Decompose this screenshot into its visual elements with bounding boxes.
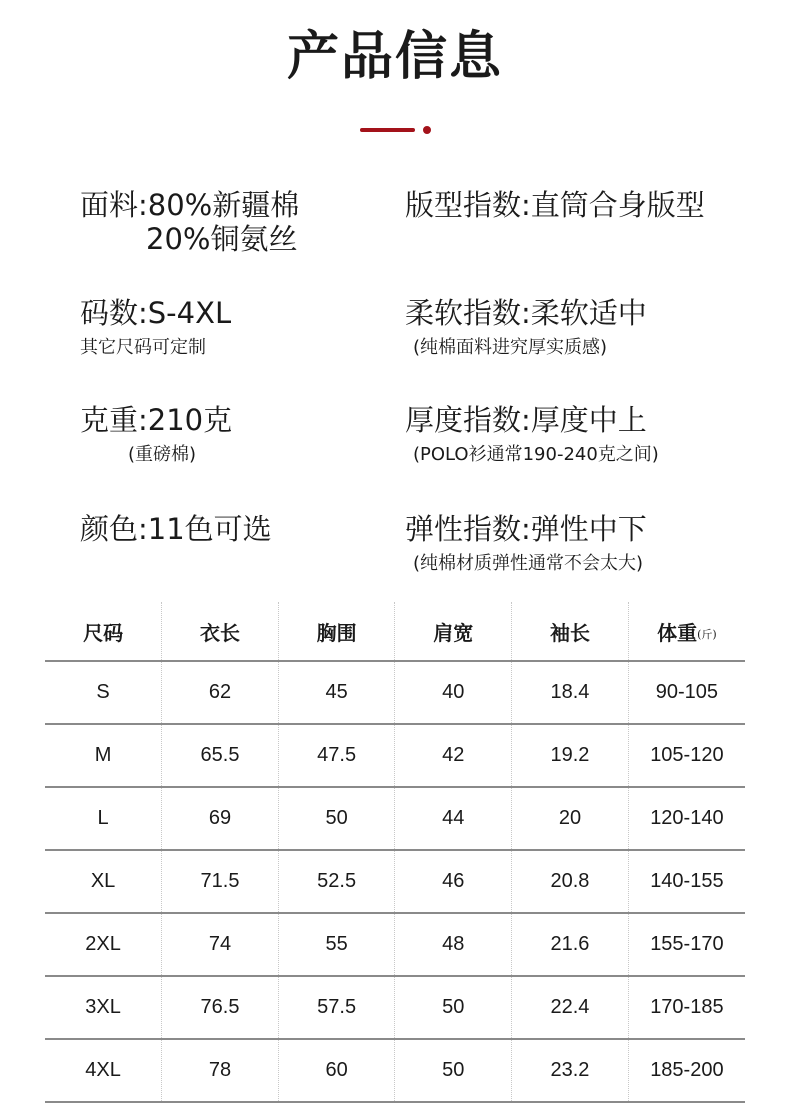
spec-weight [80, 403, 232, 467]
table-header-row [45, 602, 745, 661]
cell-sleeve: 23.2 [512, 1039, 629, 1102]
table-row [45, 661, 745, 724]
cell-weight: 185-200 [628, 1039, 745, 1102]
spec-fit-main: 版型指数:直筒合身版型 [405, 188, 705, 222]
spec-color [80, 512, 272, 546]
cell-length: 62 [162, 661, 279, 724]
spec-fabric-main: 面料:80%新疆棉 [80, 188, 300, 222]
table-row [45, 787, 745, 850]
cell-chest: 50 [278, 787, 395, 850]
spec-size [80, 296, 231, 360]
cell-chest: 57.5 [278, 976, 395, 1039]
cell-size: XL [45, 850, 162, 913]
cell-weight: 170-185 [628, 976, 745, 1039]
spec-thickness-main: 厚度指数:厚度中上 [405, 403, 647, 437]
cell-size: 3XL [45, 976, 162, 1039]
spec-fit [405, 188, 705, 222]
spec-thickness [405, 403, 659, 467]
cell-length: 69 [162, 787, 279, 850]
cell-shoulder: 48 [395, 913, 512, 976]
cell-size: M [45, 724, 162, 787]
spec-softness [405, 296, 647, 360]
cell-length: 76.5 [162, 976, 279, 1039]
spec-size-note: 其它尺码可定制 [80, 337, 206, 358]
table-row [45, 850, 745, 913]
table-row [45, 913, 745, 976]
cell-sleeve: 20.8 [512, 850, 629, 913]
spec-weight-main: 克重:210克 [80, 403, 233, 437]
header-sleeve: 袖长 [512, 602, 629, 661]
header-weight [628, 602, 745, 661]
cell-chest: 52.5 [278, 850, 395, 913]
cell-weight: 140-155 [628, 850, 745, 913]
cell-shoulder: 46 [395, 850, 512, 913]
page-title: 产品信息 [286, 27, 503, 87]
cell-shoulder: 50 [395, 1039, 512, 1102]
table-row [45, 1039, 745, 1102]
cell-length: 74 [162, 913, 279, 976]
spec-softness-note: (纯棉面料进究厚实质感) [413, 337, 608, 358]
cell-sleeve: 19.2 [512, 724, 629, 787]
cell-chest: 47.5 [278, 724, 395, 787]
spec-fabric [80, 188, 299, 256]
title-accent-dot [423, 126, 431, 134]
cell-chest: 60 [278, 1039, 395, 1102]
header-shoulder: 肩宽 [395, 602, 512, 661]
cell-weight: 90-105 [628, 661, 745, 724]
table-row [45, 724, 745, 787]
cell-size: 2XL [45, 913, 162, 976]
spec-color-main: 颜色:11色可选 [80, 512, 272, 546]
size-table [45, 602, 745, 1103]
cell-size: L [45, 787, 162, 850]
cell-shoulder: 42 [395, 724, 512, 787]
header-size: 尺码 [45, 602, 162, 661]
cell-weight: 120-140 [628, 787, 745, 850]
cell-sleeve: 21.6 [512, 913, 629, 976]
cell-sleeve: 20 [512, 787, 629, 850]
cell-length: 78 [162, 1039, 279, 1102]
cell-shoulder: 40 [395, 661, 512, 724]
cell-weight: 105-120 [628, 724, 745, 787]
header-chest: 胸围 [278, 602, 395, 661]
spec-elasticity-main: 弹性指数:弹性中下 [405, 512, 647, 546]
table-row [45, 976, 745, 1039]
spec-weight-note: (重磅棉) [128, 444, 197, 465]
spec-fabric-line2: 20%铜氨丝 [146, 222, 298, 256]
cell-chest: 55 [278, 913, 395, 976]
spec-thickness-note: (POLO衫通常190-240克之间) [413, 444, 659, 465]
cell-chest: 45 [278, 661, 395, 724]
cell-length: 65.5 [162, 724, 279, 787]
cell-size: S [45, 661, 162, 724]
header-weight-unit: (斤) [697, 627, 717, 641]
cell-sleeve: 22.4 [512, 976, 629, 1039]
cell-length: 71.5 [162, 850, 279, 913]
spec-size-main: 码数:S-4XL [80, 296, 232, 330]
cell-weight: 155-170 [628, 913, 745, 976]
spec-elasticity-note: (纯棉材质弹性通常不会太大) [413, 553, 644, 574]
cell-shoulder: 50 [395, 976, 512, 1039]
cell-size: 4XL [45, 1039, 162, 1102]
spec-softness-main: 柔软指数:柔软适中 [405, 296, 647, 330]
header-length: 衣长 [162, 602, 279, 661]
cell-shoulder: 44 [395, 787, 512, 850]
spec-elasticity [405, 512, 647, 576]
title-accent-line [360, 128, 415, 132]
cell-sleeve: 18.4 [512, 661, 629, 724]
header-weight-label: 体重 [657, 620, 698, 645]
